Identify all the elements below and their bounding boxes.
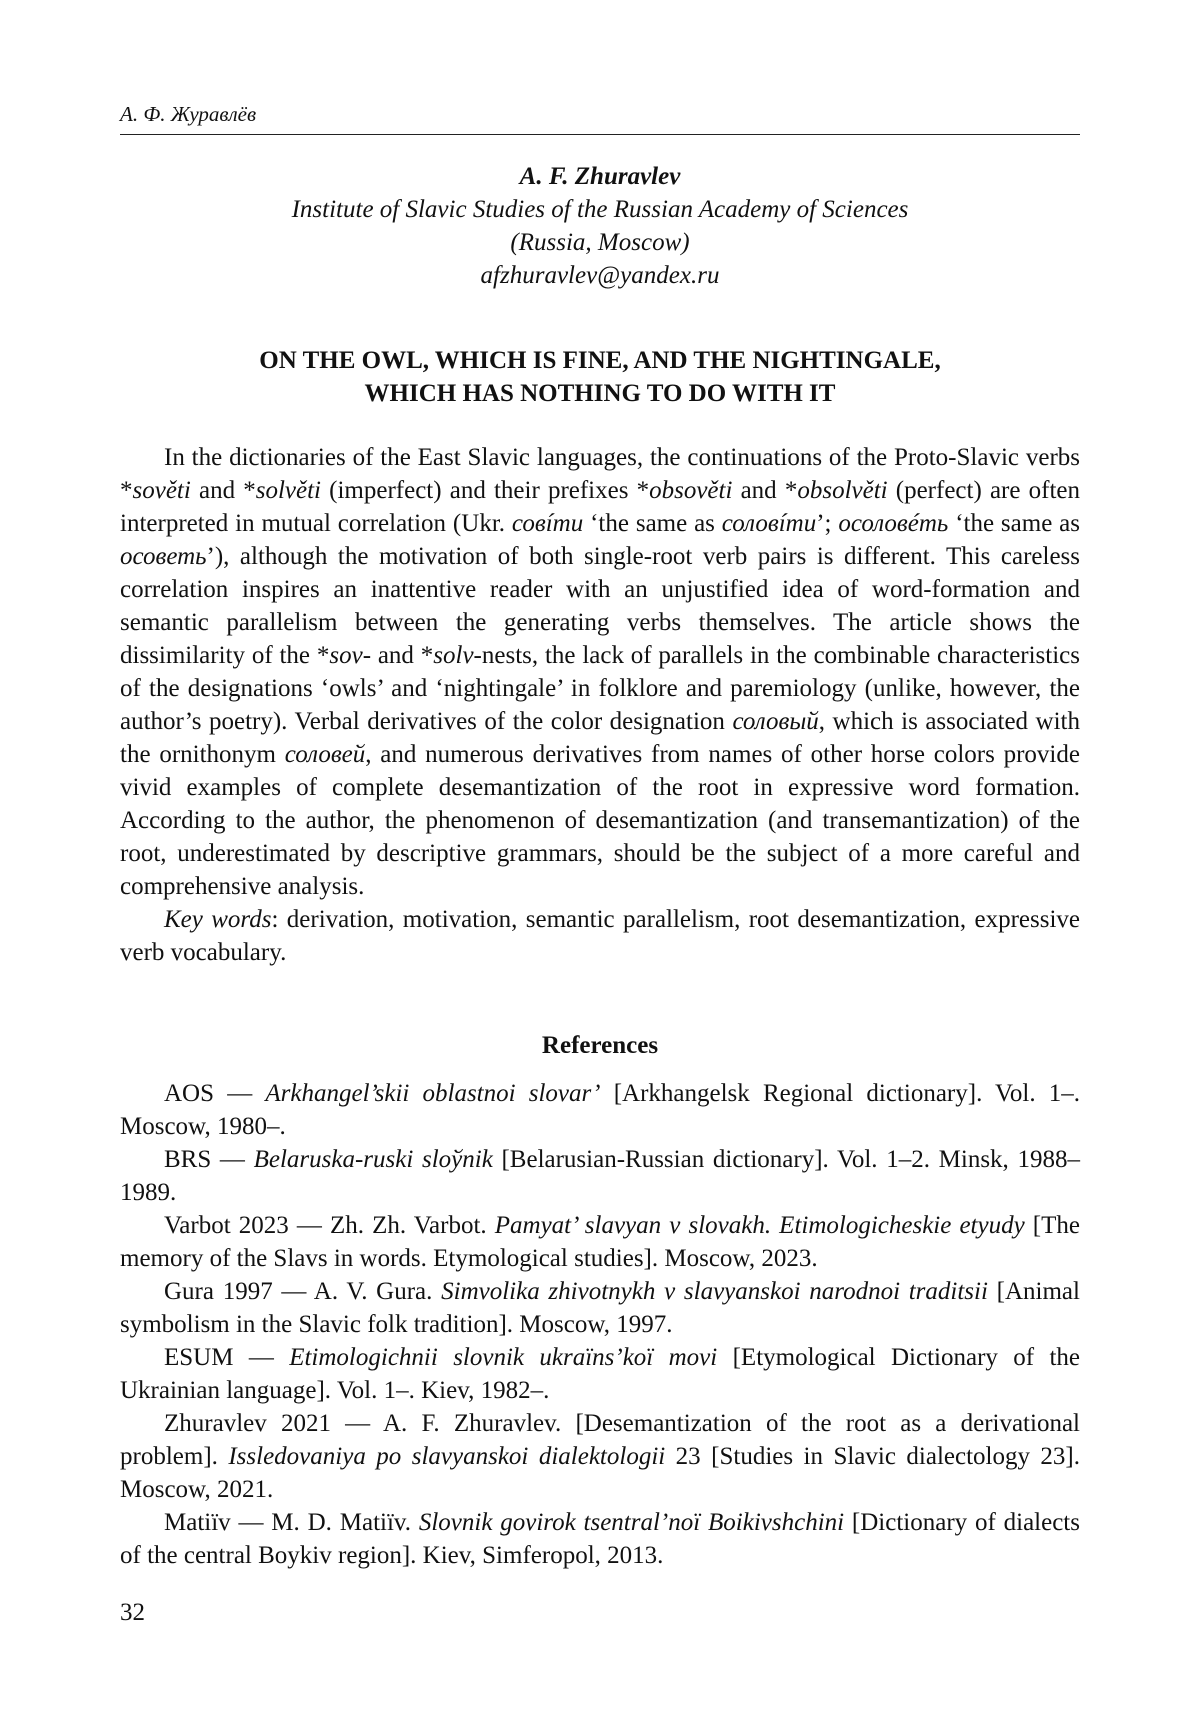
reference-item [120,1506,1080,1572]
reference-title: Issledovaniya po slavyanskoi dialektologii [228,1443,666,1470]
abstract-text: , and numerous derivatives from names of other horse colors provide vivid examples of complete desemantization of the root in expressive word formation. According to the author, the phenomenon of desemantization (and transemantization) of the root, underestimated by descriptive grammars, should be the subject of a more careful and comprehensive analysis. [120,741,1080,900]
abstract-term: соловый [732,708,819,735]
reference-item [120,1077,1080,1143]
abstract [120,441,1080,969]
reference-item [120,1275,1080,1341]
abstract-paragraph [120,441,1080,903]
abstract-term: sov [329,642,363,669]
abstract-text: (imperfect) and their prefixes * [321,477,650,504]
abstract-term: осоловéть [838,510,949,537]
reference-details: [Etymological Dictionary of the Ukrainian language]. Vol. 1–. Kiev, 1982–. [120,1344,1081,1404]
abstract-term: solv [433,642,474,669]
references-list [120,1077,1080,1572]
reference-details: 23 [Studies in Slavic dialectology 23]. Moscow, 2021. [120,1443,1081,1503]
reference-details: [Animal symbolism in the Slavic folk tradition]. Moscow, 1997. [120,1278,1080,1338]
abstract-text: and * [732,477,798,504]
abstract-text: ’), although the motivation of both single-root verb pairs is different. This careless correlation inspires an inattentive reader with an unjustified idea of word-formation and semantic parallelism between the generating verbs themselves. The article shows the dissimilarity of the * [120,543,1080,669]
reference-details: [The memory of the Slavs in words. Etymological studies]. Moscow, 2023. [120,1212,1080,1272]
abstract-text: (perfect) are often interpreted in mutual correlation (Ukr. [120,477,1080,537]
abstract-term: совíти [511,510,584,537]
reference-title: Slovnik govirok tsentral’noї Boikivshchini [418,1509,845,1536]
reference-details: [Belarusian-Russian dictionary]. Vol. 1–2. Minsk, 1988–1989. [120,1146,1080,1206]
abstract-term: соловíти [721,510,817,537]
reference-title: Arkhangel’skii oblastnoi slovar’ [265,1080,601,1107]
reference-source: AOS — [164,1080,266,1107]
abstract-text: and * [190,477,256,504]
affiliation-line-2: (Russia, Moscow) [510,229,690,256]
page-number: 32 [120,1599,145,1626]
author-name: A. F. Zhuravlev [519,163,681,190]
reference-source: Gura 1997 — A. V. Gura. [164,1278,442,1305]
reference-item [120,1407,1080,1506]
author-email: afzhuravlev@yandex.ru [480,262,720,289]
reference-source: Varbot 2023 — Zh. Zh. Varbot. [164,1212,495,1239]
abstract-text: ‘the same as [948,510,1081,537]
abstract-text: - and * [362,642,434,669]
keywords-label: Key words [164,906,272,933]
abstract-text: , which is associated with the ornithonym [120,708,1081,768]
abstract-term: соловей [284,741,366,768]
reference-details: [Arkhangelsk Regional dictionary]. Vol. 1–. Moscow, 1980–. [120,1080,1080,1140]
article-title [120,344,1080,410]
reference-source: Zhuravlev 2021 — A. F. Zhuravlev. [Desemantization of the root as a derivational problem]. [120,1410,1080,1470]
abstract-text: In the dictionaries of the East Slavic languages, the continuations of the Proto-Slavic verbs * [120,444,1080,504]
abstract-text: ‘the same as [583,510,722,537]
reference-source: BRS — [164,1146,254,1173]
abstract-text: -nests, the lack of parallels in the combinable characteristics of the designations ‘owls’ and ‘nightingale’ in folklore and paremiology (unlike, however, the author’s poetry). Verbal derivatives of the color designation [120,642,1081,735]
abstract-term: obsověti [649,477,733,504]
reference-title: Etimologichnii slovnik ukraїns’koї movi [289,1344,718,1371]
abstract-term: obsolvěti [797,477,888,504]
reference-item [120,1341,1080,1407]
abstract-term: осоветь [120,543,207,570]
abstract-text: ’; [816,510,839,537]
references-heading: References [541,1032,659,1059]
abstract-term: sověti [132,477,191,504]
keywords-text: : derivation, motivation, semantic parallelism, root desemantization, expressive verb vocabulary. [120,906,1080,966]
reference-title: Pamyat’ slavyan v slovakh. Etimologicheskie etyudy [494,1212,1025,1239]
reference-title: Belaruska-ruski sloўnik [253,1146,493,1173]
author-block [120,160,1080,292]
running-head: А. Ф. Журавлёв [120,101,1080,135]
article-title-line-1: ON THE OWL, WHICH IS FINE, AND THE NIGHTINGALE, [259,347,941,374]
reference-item [120,1143,1080,1209]
article-title-line-2: WHICH HAS NOTHING TO DO WITH IT [364,380,836,407]
affiliation-line-1: Institute of Slavic Studies of the Russian Academy of Sciences [291,196,909,223]
reference-item [120,1209,1080,1275]
reference-source: Matiїv — M. D. Matiїv. [164,1509,419,1536]
reference-details: [Dictionary of dialects of the central Boykiv region]. Kiev, Simferopol, 2013. [120,1509,1080,1569]
abstract-term: solvěti [255,477,321,504]
reference-source: ESUM — [164,1344,290,1371]
keywords [120,903,1080,969]
reference-title: Simvolika zhivotnykh v slavyanskoi narodnoi traditsii [441,1278,988,1305]
